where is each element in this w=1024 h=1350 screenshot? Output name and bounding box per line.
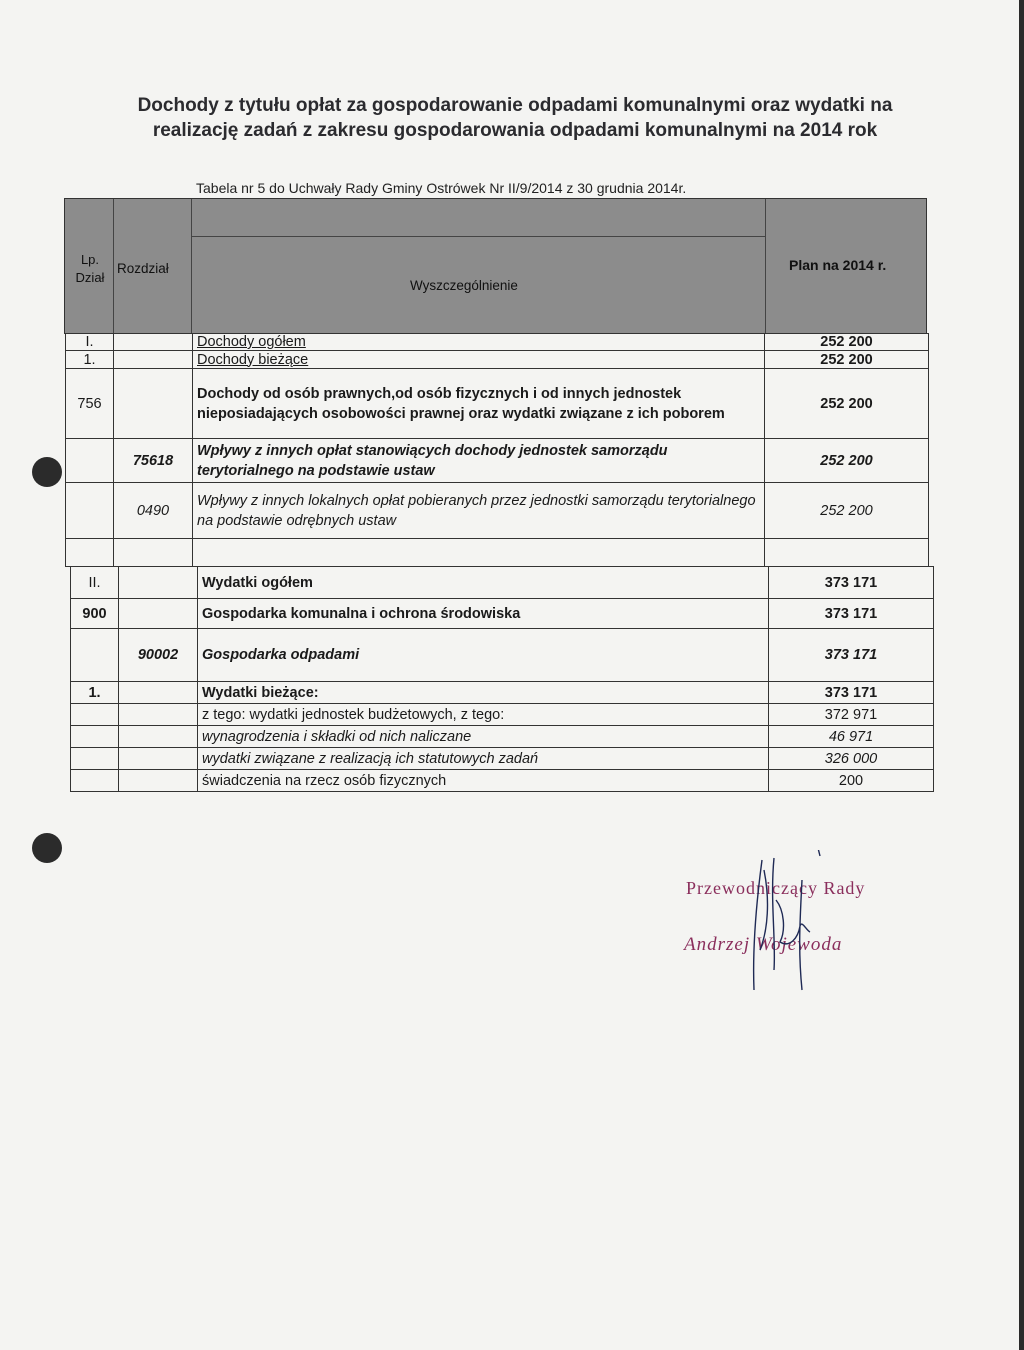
cell-plan: 252 200 [765, 439, 929, 483]
cell-description: Dochody od osób prawnych,od osób fizycznych i od innych jednostek nieposiadających osobowości prawnej oraz wydatki związane z ich poborem [193, 369, 765, 439]
table-subtitle: Tabela nr 5 do Uchwały Rady Gminy Ostrówek Nr II/9/2014 z 30 grudnia 2014r. [196, 180, 687, 196]
cell-description: Gospodarka komunalna i ochrona środowiska [198, 599, 769, 629]
cell-lp [71, 748, 119, 770]
title-line-2: realizację zadań z zakresu gospodarowania odpadami komunalnymi na 2014 rok [152, 120, 878, 141]
table-row [71, 682, 934, 704]
table-row [71, 567, 934, 599]
cell-description: Gospodarka odpadami [198, 629, 769, 682]
income-table [65, 333, 929, 567]
cell-description: wydatki związane z realizacją ich statutowych zadań [198, 748, 769, 770]
cell-plan: 373 171 [769, 682, 934, 704]
cell-rozdzial [114, 539, 193, 567]
punch-hole [32, 833, 62, 863]
cell-description: wynagrodzenia i składki od nich naliczane [198, 726, 769, 748]
cell-lp [66, 483, 114, 539]
cell-rozdzial [119, 567, 198, 599]
cell-lp: 1. [71, 682, 119, 704]
cell-description: Wpływy z innych opłat stanowiących dochody jednostek samorządu terytorialnego na podstawie ustaw [193, 439, 765, 483]
cell-rozdzial: 0490 [114, 483, 193, 539]
cell-plan: 373 171 [769, 567, 934, 599]
table-row [71, 726, 934, 748]
cell-rozdzial [119, 748, 198, 770]
scan-edge [1019, 0, 1024, 1350]
cell-rozdzial [119, 726, 198, 748]
cell-rozdzial: 90002 [119, 629, 198, 682]
handwritten-signature [740, 850, 830, 1000]
header-dzial: Dział [75, 270, 105, 285]
header-plan: Plan na 2014 r. [789, 257, 887, 273]
table-row [66, 369, 929, 439]
header-lp: Lp. [80, 252, 100, 267]
punch-hole [32, 457, 62, 487]
table-row [71, 748, 934, 770]
cell-plan: 200 [769, 770, 934, 792]
cell-lp: I. [66, 334, 114, 351]
table-row [71, 704, 934, 726]
cell-description: z tego: wydatki jednostek budżetowych, z tego: [198, 704, 769, 726]
document-title [40, 93, 990, 143]
cell-lp: 1. [66, 351, 114, 369]
table-row [66, 539, 929, 567]
cell-description: Wydatki bieżące: [198, 682, 769, 704]
expense-table [70, 566, 934, 792]
table-row [66, 439, 929, 483]
cell-plan: 46 971 [769, 726, 934, 748]
stamp-name: Andrzej Wojewoda [684, 934, 843, 955]
cell-lp: 756 [66, 369, 114, 439]
table-row [71, 629, 934, 682]
cell-plan: 373 171 [769, 599, 934, 629]
cell-lp [71, 704, 119, 726]
cell-rozdzial [114, 351, 193, 369]
cell-plan: 252 200 [765, 369, 929, 439]
cell-lp [66, 539, 114, 567]
cell-lp: II. [71, 567, 119, 599]
cell-description: Dochody ogółem [193, 334, 765, 351]
cell-description [193, 539, 765, 567]
cell-plan: 372 971 [769, 704, 934, 726]
cell-plan: 326 000 [769, 748, 934, 770]
table-row [66, 334, 929, 351]
cell-description: Wydatki ogółem [198, 567, 769, 599]
cell-plan: 252 200 [765, 351, 929, 369]
cell-plan [765, 539, 929, 567]
header-lp-dzial [73, 251, 107, 287]
cell-lp [66, 439, 114, 483]
stamp-role: Przewodniczący Rady [686, 878, 866, 898]
cell-plan: 252 200 [765, 483, 929, 539]
cell-rozdzial [119, 599, 198, 629]
cell-lp [71, 629, 119, 682]
cell-lp [71, 770, 119, 792]
cell-plan: 373 171 [769, 629, 934, 682]
cell-rozdzial [119, 682, 198, 704]
cell-description: Dochody bieżące [193, 351, 765, 369]
cell-plan: 252 200 [765, 334, 929, 351]
header-rozdzial: Rozdział [117, 261, 169, 276]
table-row [66, 483, 929, 539]
cell-lp [71, 726, 119, 748]
cell-rozdzial: 75618 [114, 439, 193, 483]
cell-description: Wpływy z innych lokalnych opłat pobieranych przez jednostki samorządu terytorialnego na podstawie odrębnych ustaw [193, 483, 765, 539]
table-row [66, 351, 929, 369]
cell-rozdzial [119, 704, 198, 726]
table-row [71, 599, 934, 629]
cell-rozdzial [114, 334, 193, 351]
table-header [64, 198, 927, 334]
cell-rozdzial [119, 770, 198, 792]
cell-description: świadczenia na rzecz osób fizycznych [198, 770, 769, 792]
table-row [71, 770, 934, 792]
title-line-1: Dochody z tytułu opłat za gospodarowanie odpadami komunalnymi oraz wydatki na [137, 95, 893, 116]
cell-rozdzial [114, 369, 193, 439]
cell-lp: 900 [71, 599, 119, 629]
header-wyszczegolnienie: Wyszczególnienie [410, 278, 518, 293]
